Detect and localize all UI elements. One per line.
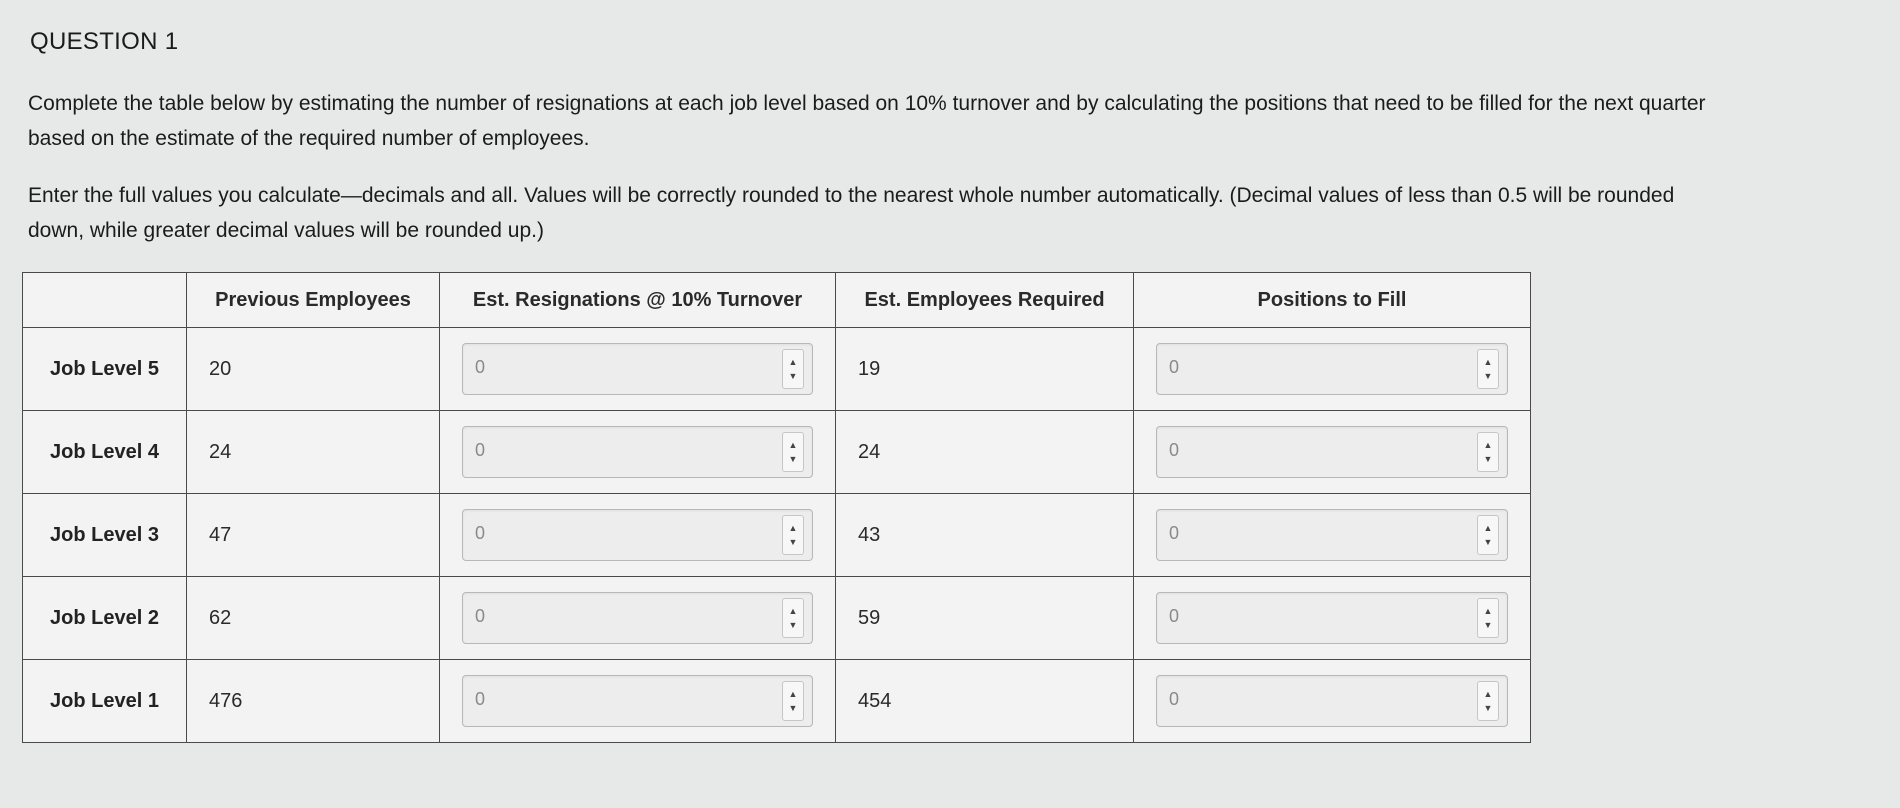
positions-to-fill-input[interactable]	[1156, 426, 1508, 478]
positions-to-fill-input-value[interactable]: 0	[1169, 440, 1180, 460]
instructions-line: based on the estimate of the required number of employees.	[28, 127, 590, 150]
header-est-employees-required: Est. Employees Required	[836, 273, 1134, 328]
row-label: Job Level 2	[23, 577, 187, 660]
resignations-input-value[interactable]: 0	[475, 440, 486, 460]
row-label: Job Level 4	[23, 411, 187, 494]
up-arrow-icon[interactable]: ▲	[1483, 523, 1493, 533]
down-arrow-icon[interactable]: ▼	[788, 537, 798, 547]
question-title: QUESTION 1	[30, 28, 179, 55]
spinner-buttons[interactable]	[1477, 681, 1499, 721]
instructions-line: down, while greater decimal values will be rounded up.)	[28, 219, 544, 242]
down-arrow-icon[interactable]: ▼	[788, 371, 798, 381]
up-arrow-icon[interactable]: ▲	[788, 440, 798, 450]
resignations-input-value[interactable]: 0	[475, 357, 486, 377]
positions-to-fill-cell	[1134, 577, 1531, 660]
resignations-input[interactable]	[462, 675, 813, 727]
resignations-input[interactable]	[462, 592, 813, 644]
spinner-buttons[interactable]	[782, 681, 804, 721]
positions-to-fill-input[interactable]	[1156, 343, 1508, 395]
resignations-cell	[440, 577, 836, 660]
resignations-table	[22, 272, 1531, 743]
spinner-buttons[interactable]	[1477, 598, 1499, 638]
employees-required-value: 24	[836, 411, 1134, 494]
resignations-cell	[440, 328, 836, 411]
down-arrow-icon[interactable]: ▼	[1483, 371, 1493, 381]
resignations-input-value[interactable]: 0	[475, 689, 486, 709]
positions-to-fill-input[interactable]	[1156, 675, 1508, 727]
resignations-input[interactable]	[462, 343, 813, 395]
down-arrow-icon[interactable]: ▼	[1483, 537, 1493, 547]
positions-to-fill-input[interactable]	[1156, 509, 1508, 561]
positions-to-fill-input-value[interactable]: 0	[1169, 357, 1180, 377]
spinner-buttons[interactable]	[782, 349, 804, 389]
down-arrow-icon[interactable]: ▼	[788, 620, 798, 630]
positions-to-fill-input[interactable]	[1156, 592, 1508, 644]
positions-to-fill-cell	[1134, 660, 1531, 743]
down-arrow-icon[interactable]: ▼	[1483, 620, 1493, 630]
previous-employees-value: 24	[187, 411, 440, 494]
header-est-resignations: Est. Resignations @ 10% Turnover	[440, 273, 836, 328]
resignations-input-value[interactable]: 0	[475, 523, 486, 543]
resignations-input[interactable]	[462, 426, 813, 478]
instructions-line: Complete the table below by estimating the number of resignations at each job level based on 10% turnover and by calculating the positions that need to be filled for the next quarter	[28, 92, 1706, 115]
up-arrow-icon[interactable]: ▲	[1483, 357, 1493, 367]
resignations-cell	[440, 494, 836, 577]
previous-employees-value: 47	[187, 494, 440, 577]
up-arrow-icon[interactable]: ▲	[1483, 606, 1493, 616]
positions-to-fill-cell	[1134, 411, 1531, 494]
previous-employees-value: 62	[187, 577, 440, 660]
table-row	[23, 494, 1531, 577]
header-positions-to-fill: Positions to Fill	[1134, 273, 1531, 328]
table-row	[23, 328, 1531, 411]
spinner-buttons[interactable]	[1477, 432, 1499, 472]
instructions-paragraph-2	[28, 178, 1898, 248]
resignations-cell	[440, 411, 836, 494]
table-row	[23, 411, 1531, 494]
instructions-line: Enter the full values you calculate—decimals and all. Values will be correctly rounded to the nearest whole number automatically. (Decimal values of less than 0.5 will be rounded	[28, 184, 1675, 207]
up-arrow-icon[interactable]: ▲	[1483, 689, 1493, 699]
row-label: Job Level 1	[23, 660, 187, 743]
positions-to-fill-input-value[interactable]: 0	[1169, 689, 1180, 709]
down-arrow-icon[interactable]: ▼	[788, 454, 798, 464]
down-arrow-icon[interactable]: ▼	[1483, 454, 1493, 464]
previous-employees-value: 476	[187, 660, 440, 743]
header-previous-employees: Previous Employees	[187, 273, 440, 328]
spinner-buttons[interactable]	[1477, 515, 1499, 555]
table-row	[23, 660, 1531, 743]
positions-to-fill-cell	[1134, 328, 1531, 411]
employees-required-value: 59	[836, 577, 1134, 660]
positions-to-fill-input-value[interactable]: 0	[1169, 606, 1180, 626]
spinner-buttons[interactable]	[782, 515, 804, 555]
resignations-input-value[interactable]: 0	[475, 606, 486, 626]
resignations-input[interactable]	[462, 509, 813, 561]
instructions-paragraph-1	[28, 86, 1898, 156]
employees-required-value: 43	[836, 494, 1134, 577]
up-arrow-icon[interactable]: ▲	[788, 689, 798, 699]
header-blank	[23, 273, 187, 328]
row-label: Job Level 3	[23, 494, 187, 577]
up-arrow-icon[interactable]: ▲	[788, 606, 798, 616]
positions-to-fill-input-value[interactable]: 0	[1169, 523, 1180, 543]
up-arrow-icon[interactable]: ▲	[788, 357, 798, 367]
table-row	[23, 577, 1531, 660]
down-arrow-icon[interactable]: ▼	[1483, 703, 1493, 713]
down-arrow-icon[interactable]: ▼	[788, 703, 798, 713]
table-header-row	[23, 273, 1531, 328]
previous-employees-value: 20	[187, 328, 440, 411]
spinner-buttons[interactable]	[782, 432, 804, 472]
up-arrow-icon[interactable]: ▲	[788, 523, 798, 533]
row-label: Job Level 5	[23, 328, 187, 411]
resignations-cell	[440, 660, 836, 743]
spinner-buttons[interactable]	[1477, 349, 1499, 389]
spinner-buttons[interactable]	[782, 598, 804, 638]
employees-required-value: 19	[836, 328, 1134, 411]
employees-required-value: 454	[836, 660, 1134, 743]
up-arrow-icon[interactable]: ▲	[1483, 440, 1493, 450]
positions-to-fill-cell	[1134, 494, 1531, 577]
